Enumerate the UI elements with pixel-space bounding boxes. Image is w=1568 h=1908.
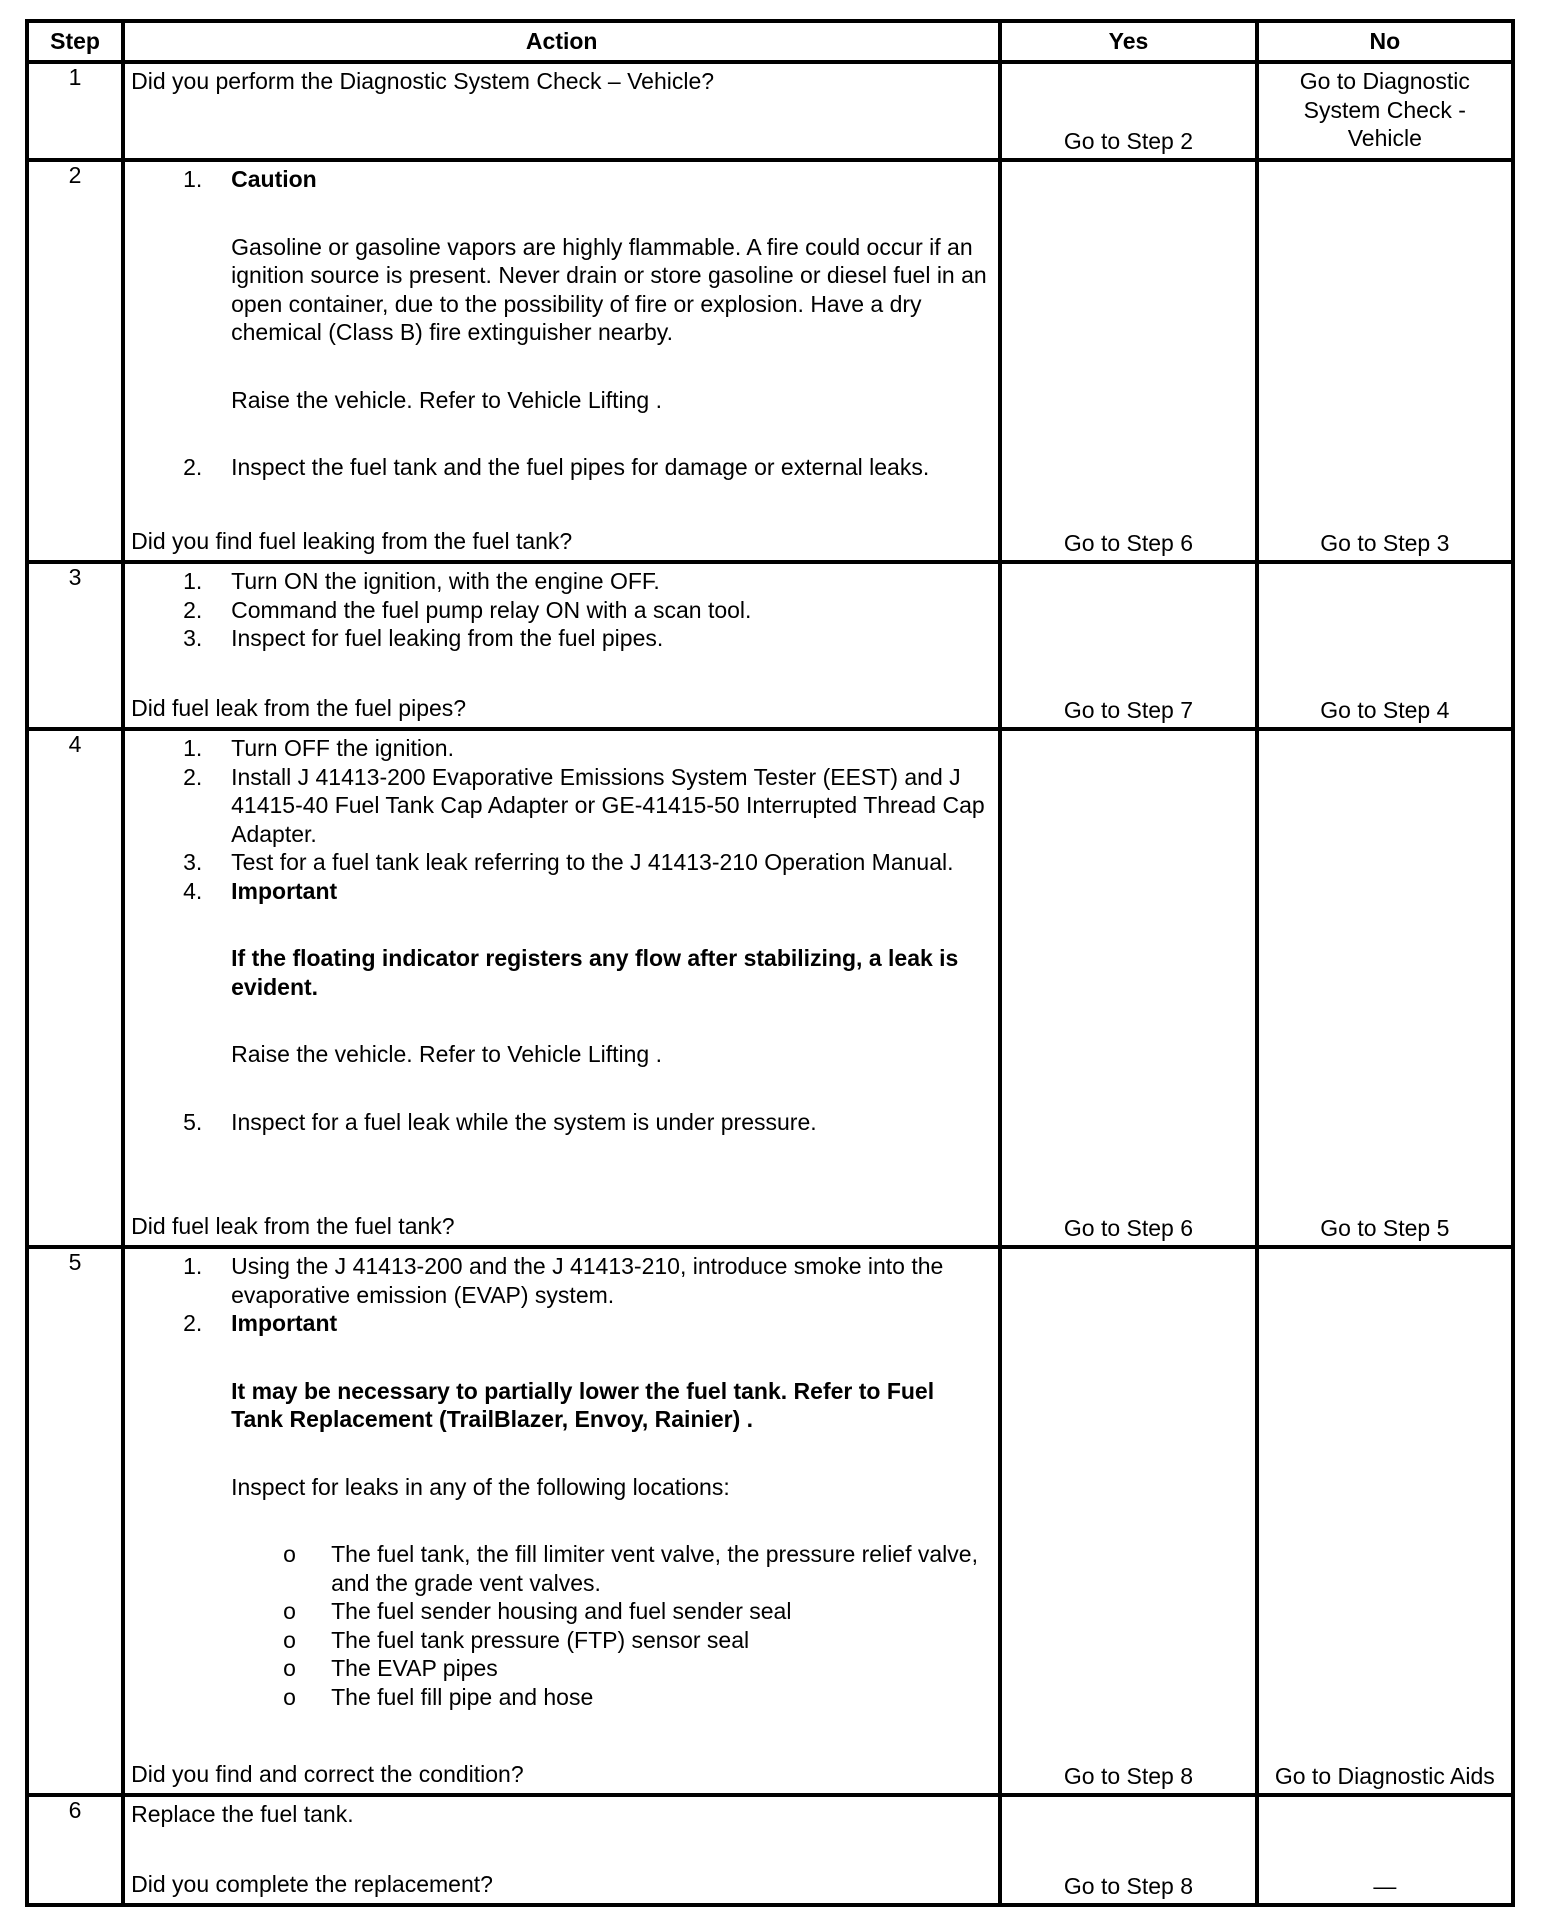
item-number: 4. — [183, 877, 203, 904]
item-number: 2. — [183, 1310, 203, 1336]
important-heading: Important — [231, 1310, 338, 1336]
step-number: 6 — [27, 1795, 123, 1905]
action-cell — [123, 1247, 1000, 1795]
instruction-item — [131, 877, 992, 1108]
step-number: 5 — [27, 1247, 123, 1795]
yes-cell: Go to Step 8 — [1000, 1795, 1256, 1905]
bullet-icon: o — [283, 1598, 296, 1624]
list-item-text: The fuel tank, the fill limiter vent valve, the pressure relief valve, and the grade vent valves. — [331, 1541, 978, 1596]
no-cell: Go to Step 4 — [1257, 562, 1513, 729]
instruction-text: Raise the vehicle. Refer to Vehicle Lifting . — [231, 1041, 662, 1067]
instruction-text: Turn ON the ignition, with the engine OFF. — [231, 568, 660, 594]
list-item — [131, 1626, 992, 1655]
yes-cell: Go to Step 6 — [1000, 729, 1256, 1247]
step-number: 3 — [27, 562, 123, 729]
item-number: 2. — [183, 763, 203, 790]
no-cell: — — [1257, 1795, 1513, 1905]
item-number: 1. — [183, 568, 203, 594]
item-number: 2. — [183, 596, 203, 623]
item-number: 3. — [183, 849, 203, 875]
item-number: 2. — [183, 454, 203, 480]
no-cell: Go to Step 3 — [1257, 160, 1513, 562]
instruction-text: Test for a fuel tank leak referring to the J 41413-210 Operation Manual. — [231, 849, 954, 875]
question-text: Did fuel leak from the fuel pipes? — [131, 694, 467, 721]
question-text: Did you complete the replacement? — [131, 1870, 493, 1897]
diagnostic-table — [25, 19, 1515, 1907]
instruction-text: Replace the fuel tank. — [131, 1801, 354, 1827]
instruction-text: Inspect the fuel tank and the fuel pipes for damage or external leaks. — [231, 454, 930, 480]
caution-heading: Caution — [231, 166, 317, 192]
action-cell — [123, 1795, 1000, 1905]
instruction-text: Raise the vehicle. Refer to Vehicle Lifting . — [231, 386, 662, 413]
question-text: Did you find fuel leaking from the fuel tank? — [131, 527, 573, 554]
list-item-text: The fuel fill pipe and hose — [331, 1683, 594, 1710]
yes-cell: Go to Step 8 — [1000, 1247, 1256, 1795]
instruction-item — [131, 848, 992, 877]
header-action: Action — [123, 21, 1000, 62]
no-cell — [1257, 62, 1513, 160]
header-no: No — [1257, 21, 1513, 62]
item-number: 1. — [183, 1253, 203, 1279]
step-number: 2 — [27, 160, 123, 562]
instruction-item — [131, 1108, 992, 1137]
item-number: 1. — [183, 166, 203, 192]
list-item — [131, 1597, 992, 1626]
list-item-text: The fuel tank pressure (FTP) sensor seal — [331, 1626, 750, 1653]
no-cell: Go to Diagnostic Aids — [1257, 1247, 1513, 1795]
question-text: Did you perform the Diagnostic System Check – Vehicle? — [131, 68, 715, 94]
instruction-item — [131, 453, 992, 482]
instruction-list — [131, 165, 992, 482]
caution-text: Gasoline or gasoline vapors are highly flammable. A fire could occur if an ignition source is present. Never drain or store gasoline or diesel fuel in an open container, due to the possibility of fire or explosion. Have a dry chemical (Class B) fire extinguisher nearby. — [231, 233, 987, 345]
step-number: 1 — [27, 62, 123, 160]
instruction-text: Inspect for leaks in any of the following locations: — [231, 1473, 730, 1500]
item-number: 5. — [183, 1108, 203, 1135]
important-text: It may be necessary to partially lower the fuel tank. Refer to Fuel Tank Replacement (TrailBlazer, Envoy, Rainier) . — [231, 1377, 935, 1432]
important-text: If the floating indicator registers any flow after stabilizing, a leak is evident. — [231, 945, 959, 1000]
yes-cell: Go to Step 7 — [1000, 562, 1256, 729]
table-row-step-6 — [27, 1795, 1513, 1905]
yes-cell: Go to Step 2 — [1000, 62, 1256, 160]
header-yes: Yes — [1000, 21, 1256, 62]
instruction-item — [131, 567, 992, 596]
instruction-item — [131, 624, 992, 653]
table-row-step-4 — [27, 729, 1513, 1247]
instruction-text: Inspect for fuel leaking from the fuel pipes. — [231, 625, 664, 651]
no-line: Vehicle — [1347, 125, 1422, 151]
instruction-item — [131, 1309, 992, 1711]
bullet-icon: o — [283, 1683, 296, 1710]
instruction-item — [131, 596, 992, 625]
instruction-text: Turn OFF the ignition. — [231, 735, 454, 761]
instruction-item — [131, 763, 992, 849]
instruction-item — [131, 165, 992, 453]
location-list — [131, 1540, 992, 1711]
action-cell — [123, 562, 1000, 729]
instruction-text: Install J 41413-200 Evaporative Emissions System Tester (EEST) and J 41415-40 Fuel Tank Cap Adapter or GE-41415-50 Interrupted Thread Cap Adapter. — [231, 763, 985, 847]
table-row-step-2 — [27, 160, 1513, 562]
list-item — [131, 1654, 992, 1683]
instruction-text: Command the fuel pump relay ON with a scan tool. — [231, 596, 752, 623]
item-number: 1. — [183, 735, 203, 761]
no-line: System Check - — [1303, 96, 1466, 123]
step-number: 4 — [27, 729, 123, 1247]
yes-cell: Go to Step 6 — [1000, 160, 1256, 562]
list-item — [131, 1683, 992, 1712]
item-number: 3. — [183, 625, 203, 651]
table-row-step-5 — [27, 1247, 1513, 1795]
action-cell — [123, 729, 1000, 1247]
list-item-text: The fuel sender housing and fuel sender seal — [331, 1598, 792, 1624]
instruction-list — [131, 734, 992, 1136]
no-line: Go to Diagnostic — [1299, 68, 1470, 94]
instruction-list — [131, 567, 992, 653]
header-step: Step — [27, 21, 123, 62]
instruction-list — [131, 1252, 992, 1711]
question-text: Did you find and correct the condition? — [131, 1760, 524, 1787]
bullet-icon: o — [283, 1626, 296, 1653]
instruction-text: Inspect for a fuel leak while the system is under pressure. — [231, 1108, 817, 1135]
action-cell — [123, 160, 1000, 562]
action-cell — [123, 62, 1000, 160]
list-item-text: The EVAP pipes — [331, 1655, 498, 1681]
question-text: Did fuel leak from the fuel tank? — [131, 1212, 455, 1239]
instruction-item — [131, 1252, 992, 1309]
important-heading: Important — [231, 877, 338, 904]
table-row-step-1 — [27, 62, 1513, 160]
table-row-step-3 — [27, 562, 1513, 729]
instruction-text: Using the J 41413-200 and the J 41413-210, introduce smoke into the evaporative emission (EVAP) system. — [231, 1253, 944, 1308]
bullet-icon: o — [283, 1655, 296, 1681]
bullet-icon: o — [283, 1541, 296, 1567]
list-item — [131, 1540, 992, 1597]
no-cell: Go to Step 5 — [1257, 729, 1513, 1247]
instruction-item — [131, 734, 992, 763]
header-row — [27, 21, 1513, 62]
